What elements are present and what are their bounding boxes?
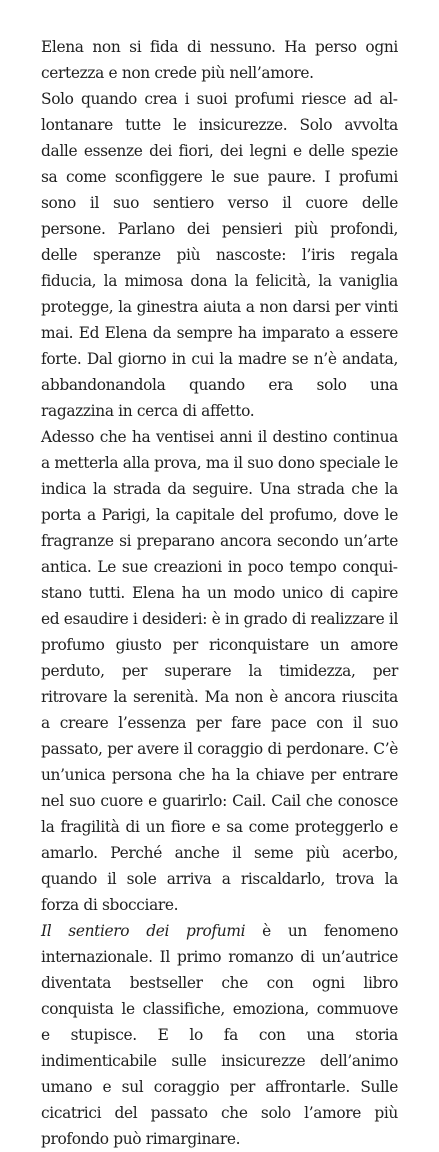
paragraph-4 [41,918,398,1152]
paragraph-4-text: è un fenomeno internazionale. Il primo romanzo di un’autrice diventata bestseller che con ogni libro conquista le classifiche, emoziona, commuove e stupisce. E lo fa con una storia indimenticabile sulle insicurezze dell’animo umano e sul coraggio per affrontarle. Sulle cicatrici del passato che solo l’amore più profondo può rimarginare. [41,922,399,1148]
paragraph-1: Elena non si fida di nessuno. Ha perso ogni certezza e non crede più nell’amore. [41,38,398,82]
paragraph-3: Adesso che ha ventisei anni il destino continua a metterla alla prova, ma il suo dono speciale le indica la strada da seguire. Una strada che la porta a Parigi, la capitale del profumo, dove le fragranze si preparano ancora secondo un’arte antica. Le sue creazioni in poco tempo conquistano tutti. Elena ha un modo unico di capire ed esaudire i desideri: è in grado di realizzare il profumo giusto per riconquistare un amore perduto, per superare la timidezza, per ritrovare la serenità. Ma non è ancora riuscita a creare l’essenza per fare pace con il suo passato, per avere il coraggio di perdonare. C’è un’unica persona che ha la chiave per entrare nel suo cuore e guarirlo: Cail. Cail che conosce la fragilità di un fiore e sa come proteggerlo e amarlo. Perché anche il seme più acerbo, quando il sole arriva a riscaldarlo, trova la forza di sbocciare. [41,428,399,914]
paragraph-2: Solo quando crea i suoi profumi riesce ad allontanare tutte le insicurezze. Solo avvolta dalle essenze dei fiori, dei legni e delle spezie sa come sconfiggere le sue paure. I profumi sono il suo sentiero verso il cuore delle persone. Parlano dei pensieri più profondi, delle speranze più nascoste: l’iris regala fiducia, la mimosa dona la felicità, la vaniglia protegge, la ginestra aiuta a non darsi per vinti mai. Ed Elena da sempre ha imparato a essere forte. Dal giorno in cui la madre se n’è andata, abbandonandola quando era solo una ragazzina in cerca di affetto. [41,90,398,420]
book-title: Il sentiero dei profumi [41,922,246,940]
blurb-text [41,34,398,1152]
